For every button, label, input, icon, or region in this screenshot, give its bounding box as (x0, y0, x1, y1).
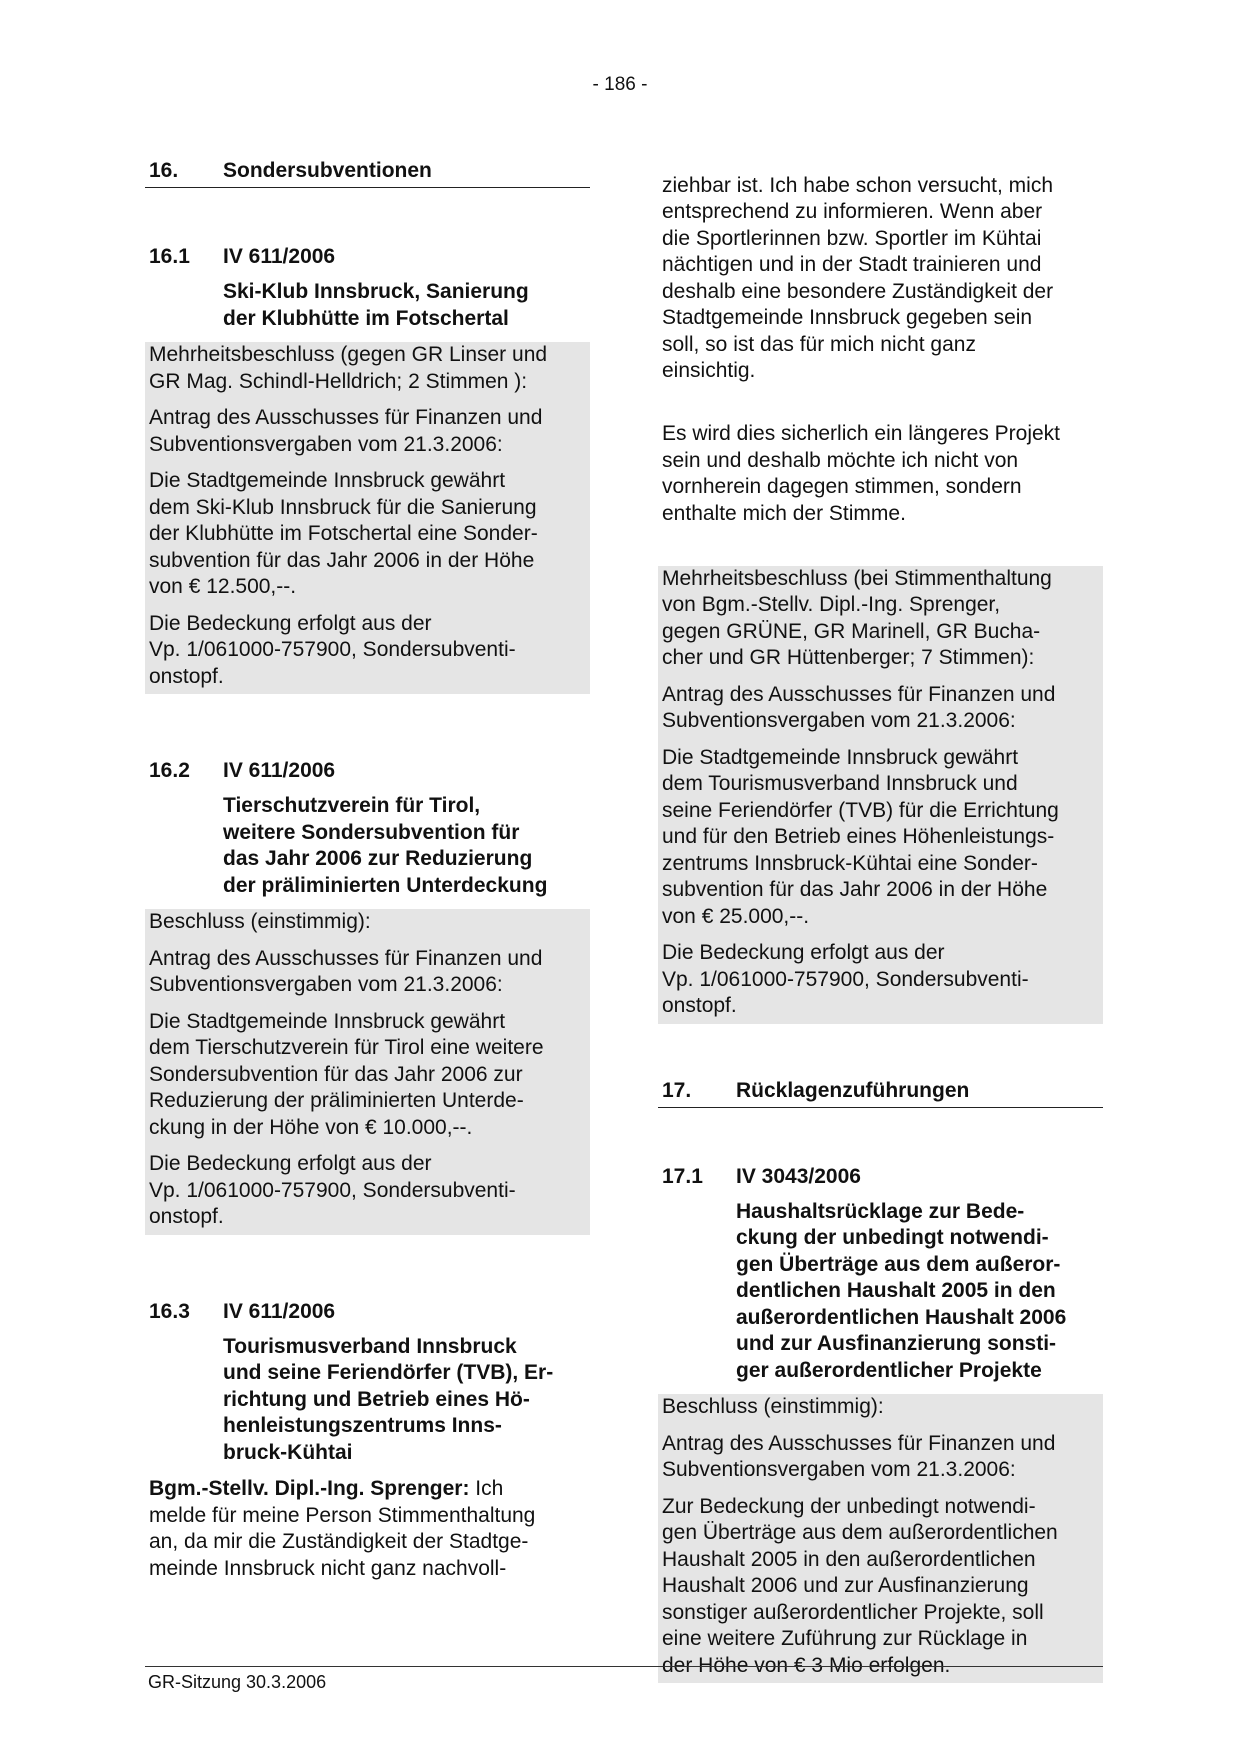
item-heading-16-1 (145, 244, 590, 270)
motion-text: Antrag des Ausschusses für Finanzen und Subventionsvergaben vom 21.3.2006: (149, 406, 543, 456)
item-number: 16.2 (149, 759, 190, 782)
item-title: Ski-Klub Innsbruck, Sanierung der Klubhütte im Fotschertal (223, 280, 529, 330)
coverage-text: Die Bedeckung erfolgt aus der Vp. 1/061000-757900, Sondersubventi- onstopf. (149, 1152, 516, 1228)
coverage-text: Die Bedeckung erfolgt aus der Vp. 1/061000-757900, Sondersubventi- onstopf. (662, 941, 1029, 1017)
item-number: 17.1 (662, 1164, 703, 1188)
section-number: 17. (662, 1078, 692, 1102)
motion-text: Antrag des Ausschusses für Finanzen und Subventionsvergaben vom 21.3.2006: (662, 1431, 1056, 1481)
decision-box (145, 342, 590, 694)
item-heading-16-3 (145, 1299, 590, 1325)
resolution-text: Die Stadtgemeinde Innsbruck gewährt dem Ski-Klub Innsbruck für die Sanierung der Klubhütte im Fotschertal eine Sonder- subvention für das Jahr 2006 in der Höhe von € 12.500,--. (149, 469, 538, 598)
speech-paragraph: ziehbar ist. Ich habe schon versucht, mich entsprechend zu informieren. Wenn aber die Sportlerinnen bzw. Sportler im Kühtai nächtigen und in der Stadt trainieren und deshalb eine besondere Zuständigkeit der Stadtgemeinde Innsbruck gegeben sein soll, so ist das für mich nicht ganz einsichtig. (662, 173, 1054, 382)
section-title: Sondersubventionen (223, 159, 432, 182)
decision-box (658, 566, 1103, 1024)
decision-box (145, 909, 590, 1235)
right-column (658, 146, 1103, 1683)
section-heading-17 (658, 1068, 1103, 1108)
item-reference: IV 611/2006 (223, 759, 336, 782)
decision-text: Mehrheitsbeschluss (gegen GR Linser und GR Mag. Schindl-Helldrich; 2 Stimmen ): (149, 343, 548, 393)
item-heading-17-1 (658, 1164, 1103, 1190)
speech-paragraph: Es wird dies sicherlich ein längeres Projekt sein und deshalb möchte ich nicht von vornherein dagegen stimmen, sondern enthalte mich der Stimme. (662, 422, 1061, 525)
motion-text: Antrag des Ausschusses für Finanzen und Subventionsvergaben vom 21.3.2006: (662, 682, 1056, 732)
speech-continuation (658, 146, 1103, 564)
resolution-text: Die Stadtgemeinde Innsbruck gewährt dem Tourismusverband Innsbruck und seine Feriendörfer (TVB) für die Errichtung und für den Betrieb eines Höhenleistungs- zentrums Innsbruck-Kühtai eine Sonder- subvention für das Jahr 2006 in der Höhe von € 25.000,--. (662, 745, 1059, 928)
item-reference: IV 611/2006 (223, 1299, 336, 1323)
footer-session-date: GR-Sitzung 30.3.2006 (148, 1672, 327, 1692)
item-number: 16.1 (149, 245, 190, 268)
speech-paragraph (145, 1476, 590, 1582)
item-number: 16.3 (149, 1299, 190, 1323)
decision-text: Mehrheitsbeschluss (bei Stimmenthaltung von Bgm.-Stellv. Dipl.-Ing. Sprenger, gegen GRÜNE, GR Marinell, GR Bucha- cher und GR Hüttenberger; 7 Stimmen): (662, 566, 1052, 669)
item-heading-16-2 (145, 758, 590, 784)
item-reference: IV 611/2006 (223, 245, 336, 268)
coverage-text: Die Bedeckung erfolgt aus der Vp. 1/061000-757900, Sondersubventi- onstopf. (149, 611, 516, 688)
speaker-name: Bgm.-Stellv. Dipl.-Ing. Sprenger: (149, 1477, 470, 1500)
decision-text: Beschluss (einstimmig): (662, 1395, 884, 1418)
decision-box (658, 1394, 1103, 1683)
page-number: - 186 - (592, 74, 648, 95)
left-column (145, 148, 590, 1582)
section-heading-16 (145, 148, 590, 188)
item-reference: IV 3043/2006 (736, 1164, 861, 1188)
footer-divider (145, 1666, 1103, 1667)
speech-text: Ich melde für meine Person Stimmenthaltung an, da mir die Zuständigkeit der Stadtge- meinde Innsbruck nicht ganz nachvoll- (149, 1477, 536, 1580)
item-title: Tierschutzverein für Tirol, weitere Sondersubvention für das Jahr 2006 zur Reduzierung der präliminierten Unterdeckung (223, 794, 548, 897)
motion-text: Antrag des Ausschusses für Finanzen und Subventionsvergaben vom 21.3.2006: (149, 946, 543, 996)
decision-text: Beschluss (einstimmig): (149, 910, 371, 933)
section-title: Rücklagenzuführungen (736, 1078, 970, 1102)
resolution-text: Zur Bedeckung der unbedingt notwendi- gen Überträge aus dem außerordentlichen Haushalt 2005 in den außerordentlichen Haushalt 2006 und zur Ausfinanzierung sonstiger außerordentlicher Projekte, soll eine weitere Zuführung zur Rücklage in der Höhe von € 3 Mio erfolgen. (662, 1494, 1058, 1677)
item-title: Tourismusverband Innsbruck und seine Feriendörfer (TVB), Er- richtung und Betrieb eines Hö- henleistungszentrums Inns- bruck-Kühtai (223, 1334, 554, 1464)
item-title: Haushaltsrücklage zur Bede- ckung der unbedingt notwendi- gen Überträge aus dem außeror- dentlichen Haushalt 2005 in den außerordentlichen Haushalt 2006 und zur Ausfinanzierung sonsti- ger außerordentlicher Projekte (736, 1199, 1067, 1382)
resolution-text: Die Stadtgemeinde Innsbruck gewährt dem Tierschutzverein für Tirol eine weitere Sondersubvention für das Jahr 2006 zur Reduzierung der präliminierten Unterde- ckung in der Höhe von € 10.000,--. (149, 1009, 544, 1139)
section-number: 16. (149, 159, 179, 182)
